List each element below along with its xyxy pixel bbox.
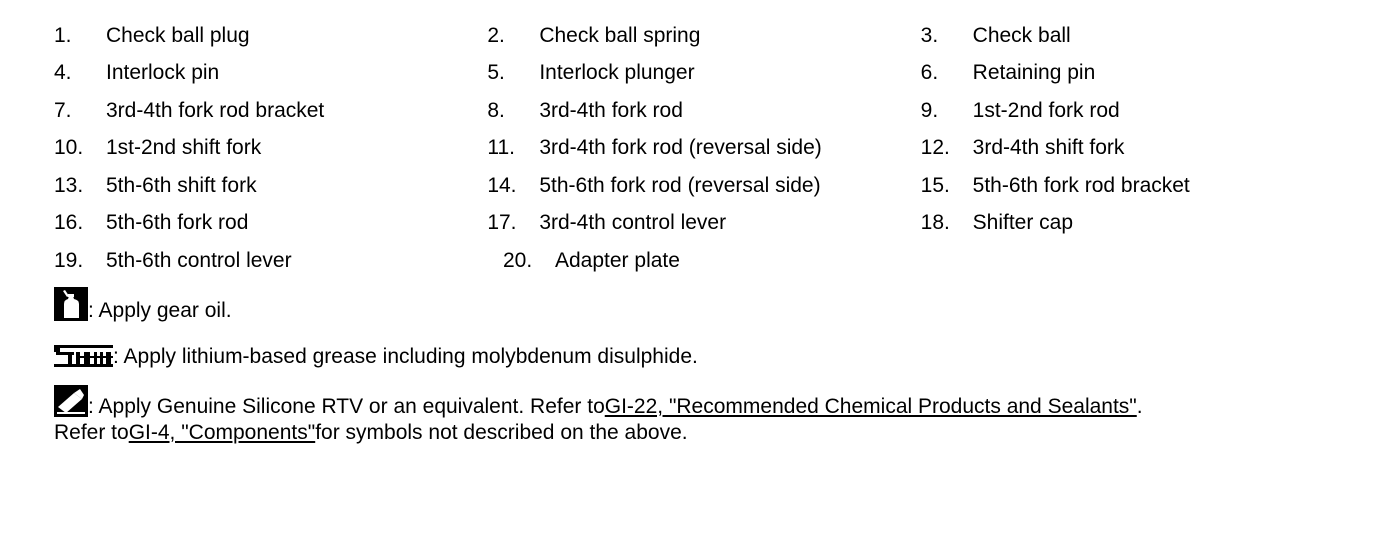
parts-row [54,130,1354,168]
grease-gun-icon [54,345,113,367]
oil-can-icon [54,287,88,321]
part-label: 3rd-4th shift fork [972,136,1125,160]
part-number: 3. [920,23,939,47]
part-label: 3rd-4th fork rod (reversal side) [539,136,822,160]
part-item [54,99,487,123]
part-item [487,24,920,48]
part-label: 1st-2nd shift fork [106,136,262,160]
part-number: 11. [487,136,515,160]
part-label: 3rd-4th fork rod bracket [106,98,325,122]
parts-row [54,55,1354,93]
sealant-tube-icon [54,385,88,417]
part-number: 4. [54,61,72,85]
part-item [54,249,503,273]
part-item [921,99,1354,123]
part-number: 9. [920,98,939,122]
part-number: 14. [487,173,517,197]
part-number: 20. [503,248,533,272]
part-item [54,24,487,48]
part-label: Shifter cap [972,211,1074,235]
part-item [487,211,920,235]
part-label: Check ball [972,23,1071,47]
parts-row [54,167,1354,205]
refer-note [54,417,1354,447]
grease-text: : Apply lithium-based grease including molybdenum disulphide. [113,345,698,368]
rtv-suffix: . [1136,395,1143,418]
part-number: 15. [920,173,950,197]
part-label: Adapter plate [555,248,680,272]
parts-row [54,242,1354,280]
rtv-note [54,368,1354,417]
symbol-notes [54,283,1354,447]
part-label: 5th-6th fork rod [106,211,249,235]
part-item [487,99,920,123]
part-item [921,174,1354,198]
part-item [921,136,1354,160]
part-number: 6. [920,61,939,85]
part-item [487,61,920,85]
part-number: 16. [54,211,84,235]
part-label: 5th-6th fork rod (reversal side) [539,173,821,197]
part-label: Check ball plug [106,23,250,47]
part-label: Interlock pin [106,61,220,85]
refer-prefix: Refer to [54,420,129,444]
part-number: 19. [54,248,84,272]
part-item [921,61,1354,85]
parts-row [54,92,1354,130]
grease-note [54,323,1354,367]
part-label: Interlock plunger [539,61,695,85]
rtv-reference-link[interactable]: GI-22, "Recommended Chemical Products and Sealants" [604,395,1137,418]
part-label: Check ball spring [539,23,701,47]
parts-row [54,17,1354,55]
part-item [921,211,1354,235]
part-item [503,249,952,273]
part-label: 5th-6th control lever [106,248,292,272]
part-label: 3rd-4th fork rod [539,98,683,122]
part-label: Retaining pin [972,61,1096,85]
part-label: 3rd-4th control lever [539,211,727,235]
part-number: 1. [54,23,72,47]
part-number: 7. [54,98,72,122]
part-number: 18. [920,211,950,235]
part-item [487,136,920,160]
part-number: 10. [54,136,84,160]
part-number: 13. [54,173,84,197]
part-label: 1st-2nd fork rod [972,98,1120,122]
part-number: 17. [487,211,517,235]
part-number: 5. [487,61,505,85]
parts-row [54,205,1354,243]
part-number: 8. [487,98,505,122]
part-item [54,174,487,198]
rtv-text: : Apply Genuine Silicone RTV or an equivalent. Refer to [88,395,605,418]
components-reference-link[interactable]: GI-4, "Components" [128,420,316,444]
refer-suffix: for symbols not described on the above. [315,420,688,444]
gear-oil-text: : Apply gear oil. [88,299,232,322]
part-label: 5th-6th shift fork [106,173,257,197]
gear-oil-note [54,283,1354,321]
part-item [54,61,487,85]
part-number: 2. [487,23,505,47]
part-label: 5th-6th fork rod bracket [972,173,1190,197]
part-item [487,174,920,198]
part-item [54,136,487,160]
part-item [921,24,1354,48]
part-item [54,211,487,235]
part-number: 12. [920,136,950,160]
parts-list [54,17,1354,280]
